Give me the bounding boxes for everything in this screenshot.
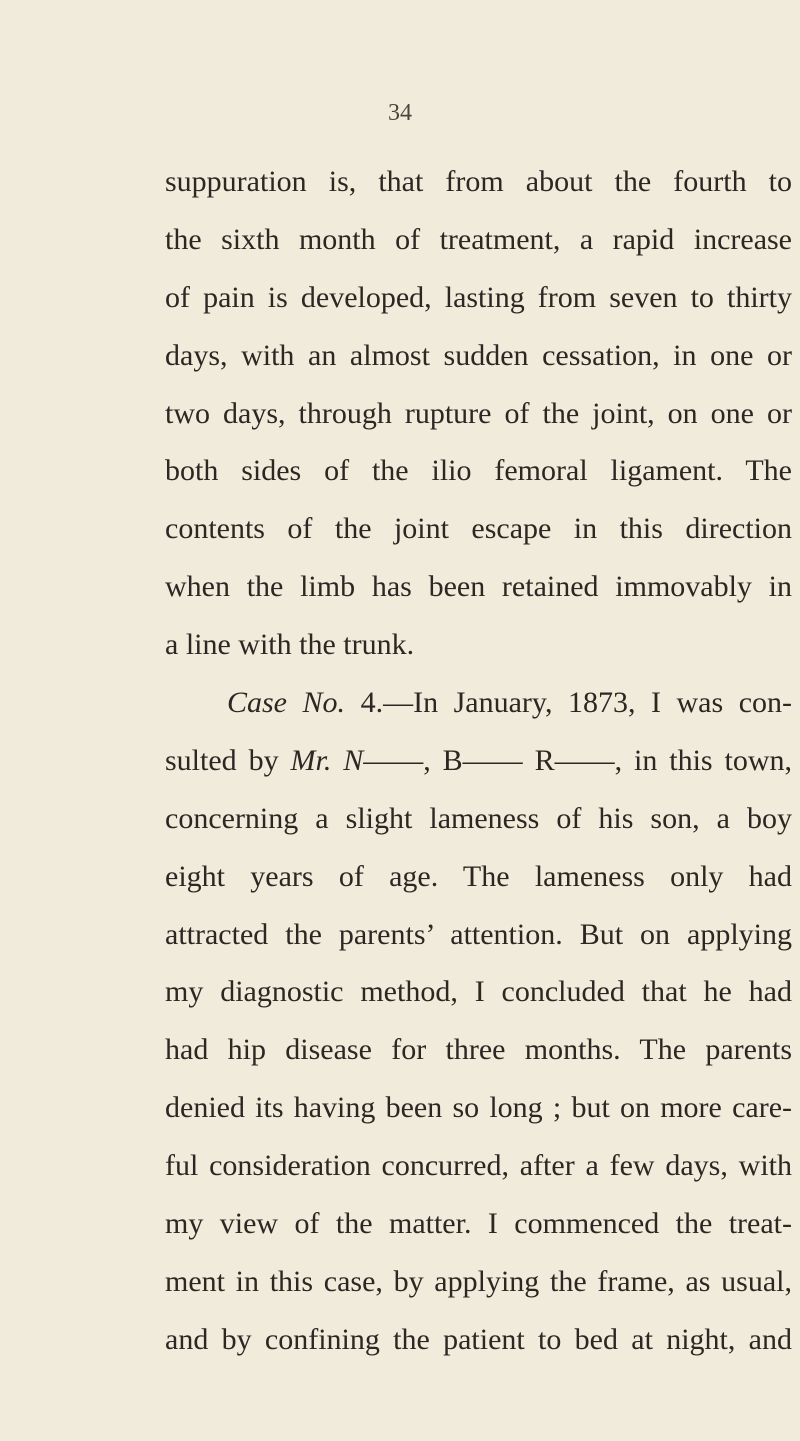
text-span: when the limb has been retained immovably in — [165, 570, 792, 604]
text-line — [165, 913, 792, 971]
text-span: had hip disease for three months. The parents — [165, 1033, 792, 1067]
text-line — [165, 1086, 792, 1144]
text-line — [165, 334, 792, 392]
text-span: denied its having been so long ; but on more care- — [165, 1091, 792, 1125]
text-span: contents of the joint escape in this direction — [165, 512, 792, 546]
text-span: concerning a slight lameness of his son, a boy — [165, 801, 792, 835]
text-line — [165, 1202, 792, 1260]
page-number: 34 — [388, 100, 412, 126]
name-abbreviation: Mr. N — [290, 743, 364, 777]
text-span: eight years of age. The lameness only had — [165, 859, 792, 893]
text-span: ment in this case, by applying the frame, as usual, — [165, 1264, 792, 1298]
text-line — [165, 449, 792, 507]
case-heading-line — [165, 681, 792, 739]
text-line — [165, 1028, 792, 1086]
text-line — [165, 1144, 792, 1202]
text-line — [165, 1318, 792, 1376]
text-line — [165, 392, 792, 450]
text-span: the sixth month of treatment, a rapid increase — [165, 222, 792, 256]
text-span: my view of the matter. I commenced the treat- — [165, 1207, 792, 1241]
text-span: days, with an almost sudden cessation, in one or — [165, 338, 792, 372]
text-span: sulted by — [165, 743, 291, 777]
text-span: two days, through rupture of the joint, on one or — [165, 396, 792, 430]
text-line — [165, 797, 792, 855]
text-line — [165, 565, 792, 623]
text-line — [165, 970, 792, 1028]
text-line — [165, 160, 792, 218]
text-line — [165, 218, 792, 276]
text-span: ful consideration concurred, after a few days, with — [165, 1149, 792, 1183]
text-line — [165, 1260, 792, 1318]
text-span: my diagnostic method, I concluded that he had — [165, 975, 792, 1009]
text-span: and by confining the patient to bed at night, and — [165, 1322, 792, 1356]
text-span: attracted the parents’ attention. But on applying — [165, 917, 792, 951]
text-span: of pain is developed, lasting from seven to thirty — [165, 280, 792, 314]
body-text — [165, 160, 792, 1376]
text-span: 4.—In January, 1873, I was con- — [345, 686, 792, 720]
paragraph-end-line — [165, 623, 792, 681]
text-line — [165, 855, 792, 913]
text-line — [165, 276, 792, 334]
text-span: a line with the trunk. — [165, 628, 415, 662]
text-span: both sides of the ilio femoral ligament. The — [165, 454, 792, 488]
text-span: suppuration is, that from about the fourth to — [165, 165, 792, 198]
text-line — [165, 739, 792, 797]
case-label: Case No. — [227, 686, 346, 720]
text-span: ——, B—— R——, in this town, — [363, 743, 792, 777]
text-line — [165, 507, 792, 565]
